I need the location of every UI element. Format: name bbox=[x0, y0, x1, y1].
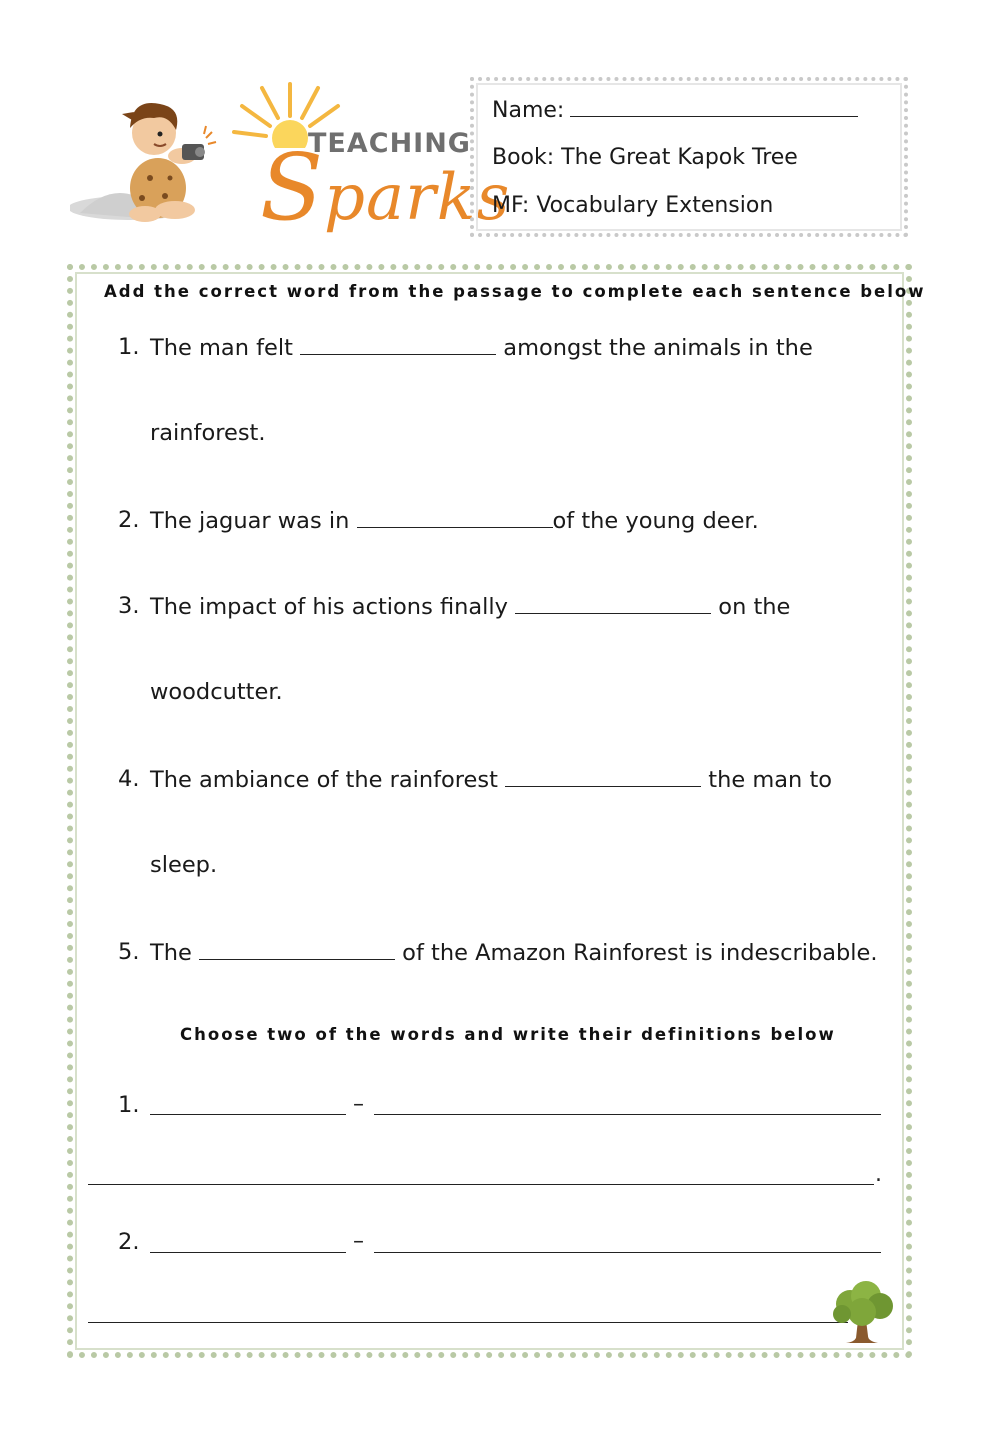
definition-2-continuation-blank[interactable] bbox=[88, 1322, 848, 1323]
question-4-after: the man to bbox=[708, 767, 833, 793]
question-3-line bbox=[150, 593, 790, 620]
question-2-after: of the young deer. bbox=[552, 508, 759, 534]
question-3-blank[interactable] bbox=[515, 593, 711, 614]
question-1-blank[interactable] bbox=[300, 334, 496, 355]
logo-text-sparks-initial: S bbox=[260, 134, 325, 241]
name-blank[interactable] bbox=[570, 96, 858, 117]
student-info-box bbox=[470, 77, 908, 237]
question-1-before: The man felt bbox=[150, 335, 293, 361]
question-4-blank[interactable] bbox=[505, 766, 701, 787]
question-2-blank[interactable] bbox=[357, 507, 553, 528]
section2-instruction: Choose two of the words and write their definitions below bbox=[180, 1025, 836, 1044]
definition-1-meaning-blank[interactable] bbox=[374, 1114, 881, 1115]
question-4-number: 4. bbox=[118, 766, 140, 792]
question-1-after: amongst the animals in the bbox=[503, 335, 813, 361]
caveman-mascot-icon bbox=[70, 78, 220, 228]
definition-1-period: . bbox=[875, 1162, 882, 1187]
tree-icon bbox=[828, 1280, 898, 1346]
question-1-continuation: rainforest. bbox=[150, 420, 266, 446]
name-row bbox=[492, 96, 858, 123]
question-4-before: The ambiance of the rainforest bbox=[150, 767, 498, 793]
question-4-line bbox=[150, 766, 832, 793]
mf-label: MF: Vocabulary Extension bbox=[492, 193, 774, 218]
question-5-line bbox=[150, 939, 878, 966]
question-2-before: The jaguar was in bbox=[150, 508, 350, 534]
question-3-continuation: woodcutter. bbox=[150, 679, 283, 705]
definition-1-word-blank[interactable] bbox=[150, 1114, 346, 1115]
section1-instruction: Add the correct word from the passage to complete each sentence below bbox=[104, 282, 926, 301]
logo-text-sparks-rest: parks bbox=[324, 161, 511, 235]
question-5-blank[interactable] bbox=[199, 939, 395, 960]
teaching-sparks-logo bbox=[70, 78, 511, 241]
name-label: Name: bbox=[492, 98, 565, 123]
logo-text-teaching: TEACHING bbox=[308, 128, 471, 159]
question-1-line bbox=[150, 334, 813, 361]
question-4-continuation: sleep. bbox=[150, 852, 218, 878]
definition-1-dash: – bbox=[353, 1092, 364, 1117]
question-3-before: The impact of his actions finally bbox=[150, 594, 508, 620]
book-label: Book: The Great Kapok Tree bbox=[492, 145, 798, 170]
definition-2-number: 2. bbox=[118, 1229, 140, 1255]
definition-2-word-blank[interactable] bbox=[150, 1252, 346, 1253]
question-3-after: on the bbox=[718, 594, 791, 620]
question-3-number: 3. bbox=[118, 593, 140, 619]
definition-1-number: 1. bbox=[118, 1092, 140, 1118]
question-5-before: The bbox=[150, 940, 192, 966]
definition-1-continuation-blank[interactable] bbox=[88, 1184, 874, 1185]
question-5-after: of the Amazon Rainforest is indescribable. bbox=[402, 940, 878, 966]
question-2-line bbox=[150, 507, 759, 534]
definition-2-dash: – bbox=[353, 1229, 364, 1254]
question-1-number: 1. bbox=[118, 334, 140, 360]
question-5-number: 5. bbox=[118, 939, 140, 965]
definition-2-meaning-blank[interactable] bbox=[374, 1252, 881, 1253]
question-2-number: 2. bbox=[118, 507, 140, 533]
